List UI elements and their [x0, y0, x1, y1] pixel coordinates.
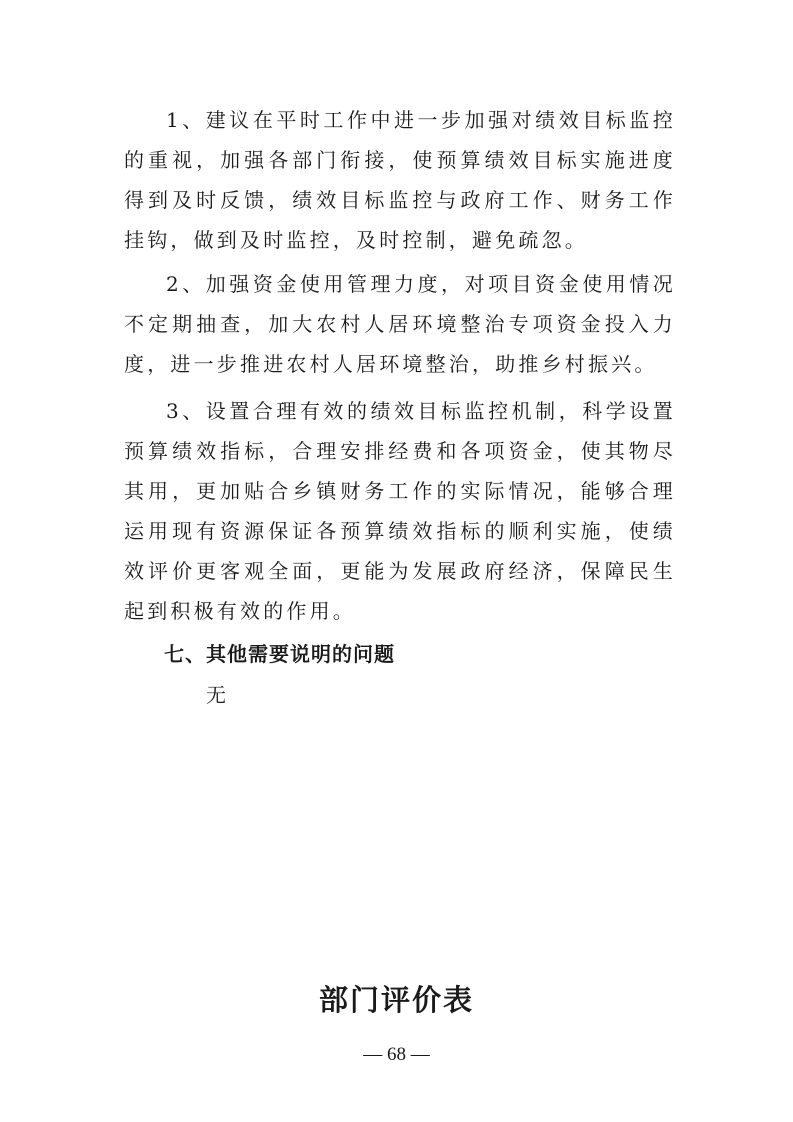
section-heading-other-issues: 七、其他需要说明的问题 [164, 642, 395, 666]
section-body-text: 无 [206, 683, 226, 707]
paragraph-recommendation-1: 1、建议在平时工作中进一步加强对绩效目标监控的重视，加强各部门衔接，使预算绩效目标实施进度得到及时反馈，绩效目标监控与政府工作、财务工作挂钩，做到及时监控，及时控制，避免疏忽。 [124, 108, 676, 252]
page-number: — 68 — [363, 1044, 430, 1065]
paragraph-recommendation-3: 3、设置合理有效的绩效目标监控机制，科学设置预算绩效指标，合理安排经费和各项资金，使其物尽其用，更加贴合乡镇财务工作的实际情况，能够合理运用现有资源保证各预算绩效指标的顺利实施，使绩效评价更客观全面，更能为发展政府经济，保障民生起到积极有效的作用。 [124, 399, 676, 623]
department-evaluation-table-title: 部门评价表 [318, 983, 474, 1017]
paragraph-recommendation-2: 2、加强资金使用管理力度，对项目资金使用情况不定期抽查，加大农村人居环境整治专项资金投入力度，进一步推进农村人居环境整治，助推乡村振兴。 [124, 272, 676, 376]
